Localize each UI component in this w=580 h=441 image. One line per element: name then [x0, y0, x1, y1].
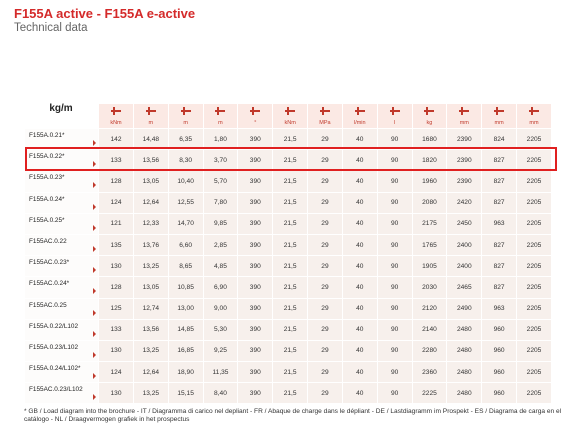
model-name: F155A.0.24*: [29, 195, 65, 203]
table-row: [24, 128, 551, 149]
model-cell: [24, 128, 98, 149]
model-name: F155A.0.23*: [29, 174, 65, 182]
table-cell: 2140: [412, 319, 447, 340]
height-icon: [492, 107, 506, 115]
table-cell: 29: [307, 213, 342, 234]
model-name: F155A.0.22*: [29, 153, 65, 161]
table-cell: 2390: [446, 149, 481, 170]
table-cell: 827: [481, 149, 516, 170]
column-unit: m: [203, 117, 238, 128]
table-cell: 6,90: [203, 276, 238, 297]
table-cell: 133: [98, 149, 133, 170]
table-cell: 90: [377, 298, 412, 319]
unit-header-row: [24, 117, 551, 128]
table-cell: 29: [307, 192, 342, 213]
table-cell: 1960: [412, 170, 447, 191]
table-cell: 124: [98, 361, 133, 382]
model-cell: [24, 276, 98, 297]
table-cell: 90: [377, 149, 412, 170]
unit-label: kg/m: [49, 103, 73, 114]
column-header-11: [481, 104, 516, 117]
table-cell: 1,80: [203, 128, 238, 149]
model-name: F155A.0.23/L102: [29, 343, 79, 351]
model-cell: [24, 192, 98, 213]
table-cell: 390: [237, 340, 272, 361]
arrow-icon: [93, 394, 96, 400]
crane-arm-icon: [109, 107, 123, 115]
table-cell: 21,5: [272, 340, 307, 361]
table-row: [24, 213, 551, 234]
table-cell: 14,48: [133, 128, 168, 149]
arrow-icon: [93, 140, 96, 146]
column-header-4: [237, 104, 272, 117]
slewing-torque-icon: [283, 107, 297, 115]
table-cell: 40: [342, 276, 377, 297]
table-cell: 21,5: [272, 192, 307, 213]
table-cell: 29: [307, 319, 342, 340]
slewing-angle-icon: [248, 107, 262, 115]
weight-icon: [422, 107, 436, 115]
table-cell: 21,5: [272, 298, 307, 319]
table-cell: 29: [307, 298, 342, 319]
table-cell: 3,70: [203, 149, 238, 170]
table-cell: 29: [307, 170, 342, 191]
table-cell: 2205: [516, 170, 551, 191]
table-cell: 12,74: [133, 298, 168, 319]
table-cell: 13,76: [133, 234, 168, 255]
table-cell: 29: [307, 340, 342, 361]
model-cell: [24, 319, 98, 340]
table-cell: 40: [342, 213, 377, 234]
column-header-9: [412, 104, 447, 117]
flow-icon: [353, 107, 367, 115]
table-cell: 11,35: [203, 361, 238, 382]
table-cell: 9,25: [203, 340, 238, 361]
table-cell: 90: [377, 234, 412, 255]
table-cell: 12,33: [133, 213, 168, 234]
table-cell: 12,64: [133, 192, 168, 213]
table-cell: 824: [481, 128, 516, 149]
table-cell: 40: [342, 170, 377, 191]
pressure-icon: [318, 107, 332, 115]
table-cell: 18,90: [168, 361, 203, 382]
page-subtitle: Technical data: [14, 22, 88, 34]
column-header-1: [133, 104, 168, 117]
table-cell: 2205: [516, 361, 551, 382]
column-header-2: [168, 104, 203, 117]
model-cell: [24, 361, 98, 382]
table-cell: 390: [237, 192, 272, 213]
column-header-8: [377, 104, 412, 117]
column-unit: kg: [412, 117, 447, 128]
table-cell: 827: [481, 234, 516, 255]
arrow-icon: [93, 288, 96, 294]
table-row: [24, 382, 551, 403]
model-cell: [24, 255, 98, 276]
model-cell: [24, 213, 98, 234]
table-cell: 2080: [412, 192, 447, 213]
column-unit: mm: [481, 117, 516, 128]
table-cell: 390: [237, 128, 272, 149]
table-cell: 390: [237, 234, 272, 255]
arrow-icon: [93, 204, 96, 210]
table-cell: 390: [237, 298, 272, 319]
table-row: [24, 319, 551, 340]
table-cell: 8,30: [168, 149, 203, 170]
table-cell: 21,5: [272, 319, 307, 340]
column-unit: °: [237, 117, 272, 128]
table-cell: 2,85: [203, 234, 238, 255]
arrow-icon: [93, 225, 96, 231]
table-cell: 125: [98, 298, 133, 319]
table-cell: 40: [342, 319, 377, 340]
table-cell: 390: [237, 319, 272, 340]
table-cell: 12,64: [133, 361, 168, 382]
table-cell: 10,40: [168, 170, 203, 191]
table-row: [24, 276, 551, 297]
model-name: F155AC.0.25: [29, 301, 67, 309]
table-cell: 13,25: [133, 340, 168, 361]
column-header-12: [516, 104, 551, 117]
table-cell: 827: [481, 170, 516, 191]
table-cell: 1905: [412, 255, 447, 276]
table-cell: 390: [237, 361, 272, 382]
table-cell: 40: [342, 361, 377, 382]
table-cell: 40: [342, 192, 377, 213]
column-unit: l: [377, 117, 412, 128]
table-cell: 40: [342, 340, 377, 361]
table-cell: 2480: [446, 340, 481, 361]
model-name: F155A.0.22/L102: [29, 322, 79, 330]
table-row: [24, 340, 551, 361]
table-cell: 2205: [516, 234, 551, 255]
table-cell: 14,85: [168, 319, 203, 340]
table-cell: 142: [98, 128, 133, 149]
table-cell: 128: [98, 276, 133, 297]
table-cell: 5,30: [203, 319, 238, 340]
column-unit: mm: [446, 117, 481, 128]
model-cell: [24, 149, 98, 170]
table-cell: 2120: [412, 298, 447, 319]
table-cell: 21,5: [272, 382, 307, 403]
oil-tank-icon: [388, 107, 402, 115]
table-cell: 2420: [446, 192, 481, 213]
column-unit: m: [133, 117, 168, 128]
table-row: [24, 255, 551, 276]
table-cell: 2205: [516, 192, 551, 213]
table-cell: 6,35: [168, 128, 203, 149]
table-cell: 2205: [516, 340, 551, 361]
model-name: F155AC.0.24*: [29, 280, 70, 288]
model-cell: [24, 340, 98, 361]
arrow-icon: [93, 373, 96, 379]
table-cell: 8,65: [168, 255, 203, 276]
table-cell: 390: [237, 255, 272, 276]
model-cell: [24, 170, 98, 191]
model-name: F155AC.0.23*: [29, 259, 70, 267]
table-cell: 390: [237, 276, 272, 297]
model-name: F155A.0.25*: [29, 216, 65, 224]
table-cell: 40: [342, 298, 377, 319]
page-title: F155A active - F155A e-active: [14, 6, 196, 21]
technical-data-table: [24, 104, 551, 403]
table-cell: 13,56: [133, 149, 168, 170]
table-row: [24, 192, 551, 213]
table-cell: 90: [377, 319, 412, 340]
table-cell: 40: [342, 234, 377, 255]
table-cell: 827: [481, 276, 516, 297]
table-cell: 12,55: [168, 192, 203, 213]
table-cell: 963: [481, 213, 516, 234]
table-cell: 90: [377, 382, 412, 403]
table-cell: 5,70: [203, 170, 238, 191]
table-cell: 21,5: [272, 149, 307, 170]
table-cell: 13,05: [133, 170, 168, 191]
column-unit: MPa: [307, 117, 342, 128]
table-cell: 29: [307, 234, 342, 255]
table-cell: 90: [377, 213, 412, 234]
table-cell: 21,5: [272, 361, 307, 382]
table-cell: 90: [377, 128, 412, 149]
table-cell: 4,85: [203, 255, 238, 276]
table-cell: 14,70: [168, 213, 203, 234]
arrow-icon: [93, 161, 96, 167]
table-cell: 121: [98, 213, 133, 234]
table-cell: 1820: [412, 149, 447, 170]
column-header-6: [307, 104, 342, 117]
hydraulic-extension-icon: [179, 107, 193, 115]
table-cell: 2280: [412, 340, 447, 361]
length-icon: [527, 107, 541, 115]
table-cell: 29: [307, 382, 342, 403]
table-cell: 2205: [516, 213, 551, 234]
table-cell: 13,25: [133, 382, 168, 403]
column-header-10: [446, 104, 481, 117]
table-cell: 9,00: [203, 298, 238, 319]
table-cell: 6,60: [168, 234, 203, 255]
table-cell: 2205: [516, 319, 551, 340]
table-cell: 133: [98, 319, 133, 340]
table-cell: 960: [481, 319, 516, 340]
column-unit: m: [168, 117, 203, 128]
icon-header-row: [24, 104, 551, 117]
table-row: [24, 234, 551, 255]
table-cell: 10,85: [168, 276, 203, 297]
table-cell: 390: [237, 149, 272, 170]
arrow-icon: [93, 352, 96, 358]
table-cell: 21,5: [272, 234, 307, 255]
table-cell: 29: [307, 276, 342, 297]
table-cell: 40: [342, 149, 377, 170]
table-cell: 130: [98, 382, 133, 403]
table-cell: 90: [377, 255, 412, 276]
table-cell: 128: [98, 170, 133, 191]
column-header-5: [272, 104, 307, 117]
model-name: F155AC.0.22: [29, 238, 67, 246]
model-cell: [24, 298, 98, 319]
table-cell: 29: [307, 128, 342, 149]
arrow-icon: [93, 182, 96, 188]
arrow-icon: [93, 310, 96, 316]
table-cell: 2225: [412, 382, 447, 403]
table-cell: 21,5: [272, 213, 307, 234]
table-cell: 963: [481, 298, 516, 319]
table-cell: 29: [307, 149, 342, 170]
table-cell: 21,5: [272, 128, 307, 149]
table-cell: 21,5: [272, 255, 307, 276]
arrow-icon: [93, 267, 96, 273]
table-row: [24, 149, 551, 170]
column-header-7: [342, 104, 377, 117]
outreach-icon: [144, 107, 158, 115]
table-cell: 2490: [446, 298, 481, 319]
table-cell: 2480: [446, 361, 481, 382]
unit-label-cell: [24, 103, 98, 128]
table-cell: 2480: [446, 319, 481, 340]
footnote: * GB / Load diagram into the brochure - IT / Diagramma di carico nel depliant - FR / Abaque de charge dans le dépliant - DE / Lastdiagramm im Prospekt - ES / Diagrama de carga en el catálogo - NL / Draagvermogen grafiek in het prospectus: [24, 408, 562, 423]
table-cell: 960: [481, 361, 516, 382]
table-body: [24, 128, 551, 403]
table-cell: 2360: [412, 361, 447, 382]
table-cell: 40: [342, 128, 377, 149]
width-icon: [457, 107, 471, 115]
table-cell: 7,80: [203, 192, 238, 213]
table-cell: 390: [237, 382, 272, 403]
table-cell: 2390: [446, 128, 481, 149]
table-cell: 13,25: [133, 255, 168, 276]
table-cell: 2205: [516, 255, 551, 276]
table-cell: 2205: [516, 298, 551, 319]
column-unit: mm: [516, 117, 551, 128]
table-cell: 2205: [516, 276, 551, 297]
table-cell: 1765: [412, 234, 447, 255]
arrow-icon: [93, 246, 96, 252]
table-cell: 390: [237, 213, 272, 234]
table-cell: 960: [481, 382, 516, 403]
table-cell: 135: [98, 234, 133, 255]
table-cell: 124: [98, 192, 133, 213]
column-unit: l/min: [342, 117, 377, 128]
model-cell: [24, 234, 98, 255]
model-name: F155A.0.24/L102*: [29, 365, 81, 373]
table-cell: 827: [481, 255, 516, 276]
table-cell: 29: [307, 361, 342, 382]
table-cell: 90: [377, 340, 412, 361]
table-cell: 130: [98, 340, 133, 361]
table-cell: 2030: [412, 276, 447, 297]
manual-extension-icon: [213, 107, 227, 115]
table-row: [24, 361, 551, 382]
table-cell: 390: [237, 170, 272, 191]
table-cell: 2175: [412, 213, 447, 234]
model-name: F155AC.0.23/L102: [29, 386, 83, 394]
table-cell: 960: [481, 340, 516, 361]
table-cell: 2390: [446, 170, 481, 191]
table-cell: 8,40: [203, 382, 238, 403]
model-name: F155A.0.21*: [29, 132, 65, 140]
table-cell: 2400: [446, 234, 481, 255]
table-cell: 2450: [446, 213, 481, 234]
table-cell: 21,5: [272, 170, 307, 191]
table-cell: 13,05: [133, 276, 168, 297]
table-cell: 90: [377, 361, 412, 382]
table-cell: 90: [377, 170, 412, 191]
table-cell: 130: [98, 255, 133, 276]
table-cell: 13,00: [168, 298, 203, 319]
table-cell: 2205: [516, 382, 551, 403]
table-cell: 90: [377, 192, 412, 213]
table-cell: 2465: [446, 276, 481, 297]
table-cell: 2205: [516, 149, 551, 170]
table-cell: 827: [481, 192, 516, 213]
table-cell: 2480: [446, 382, 481, 403]
column-unit: kNm: [272, 117, 307, 128]
table-cell: 1680: [412, 128, 447, 149]
table-cell: 13,56: [133, 319, 168, 340]
table-cell: 90: [377, 276, 412, 297]
table-row: [24, 298, 551, 319]
table-cell: 2400: [446, 255, 481, 276]
table-row: [24, 170, 551, 191]
table-cell: 40: [342, 255, 377, 276]
column-header-0: [98, 104, 133, 117]
column-header-3: [203, 104, 238, 117]
table-cell: 15,15: [168, 382, 203, 403]
table-cell: 16,85: [168, 340, 203, 361]
column-unit: kNm: [98, 117, 133, 128]
table-cell: 40: [342, 382, 377, 403]
arrow-icon: [93, 331, 96, 337]
table-cell: 9,85: [203, 213, 238, 234]
table-cell: 29: [307, 255, 342, 276]
table-cell: 2205: [516, 128, 551, 149]
table-cell: 21,5: [272, 276, 307, 297]
model-cell: [24, 382, 98, 403]
